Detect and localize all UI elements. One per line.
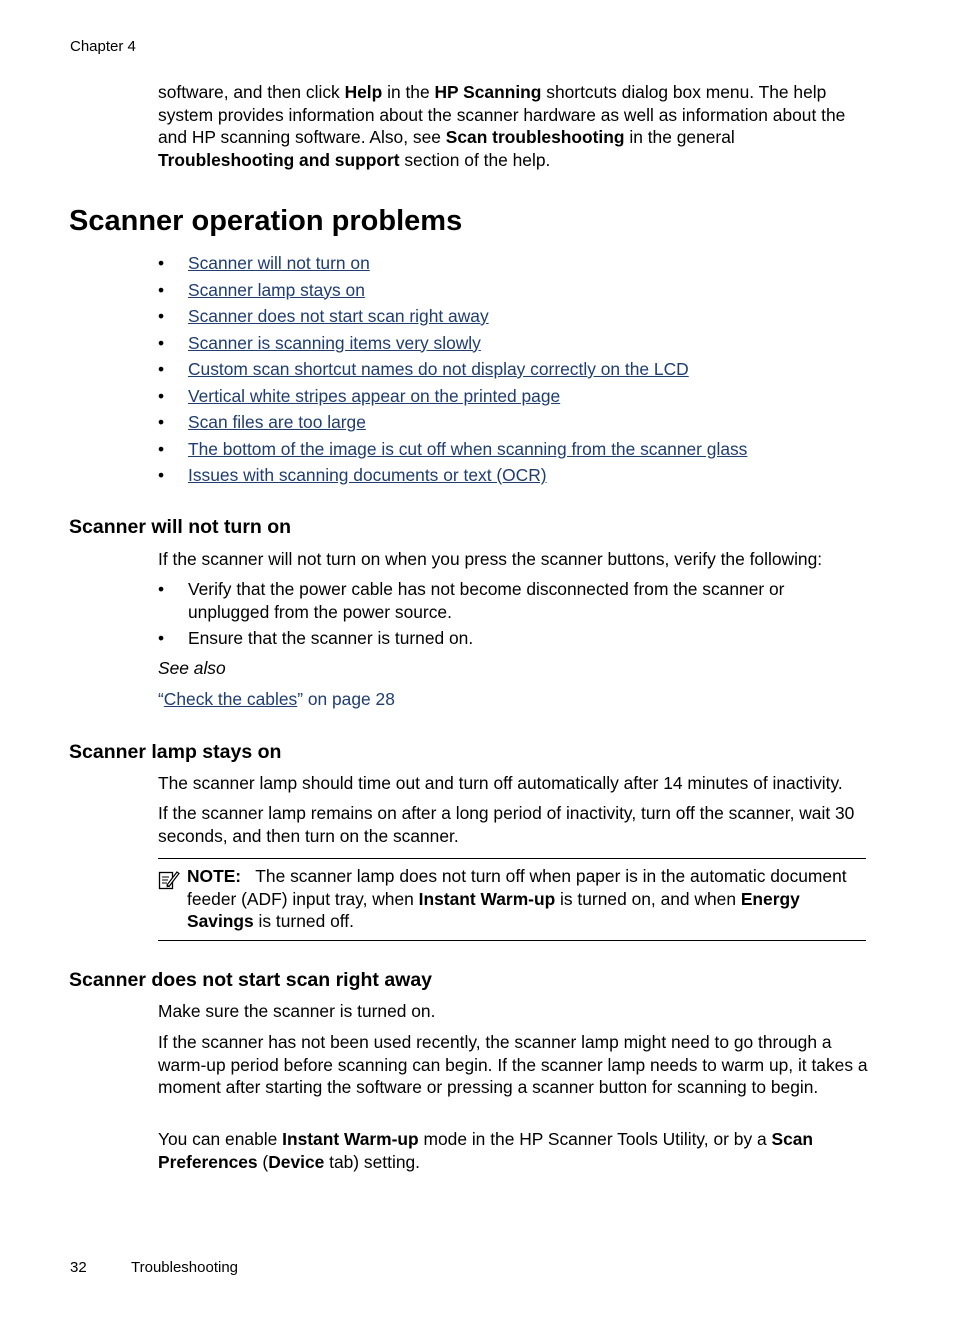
paragraph: The scanner lamp should time out and turn off automatically after 14 minutes of inactivity. [158, 773, 843, 793]
footer-section: Troubleshooting [131, 1259, 239, 1276]
intro-bold-troubleshooting-support: Troubleshooting and support [158, 149, 400, 170]
bullet-icon: • [158, 579, 165, 599]
paragraph-text: tab) setting. [324, 1151, 420, 1172]
section-heading-will-not-turn-on: Scanner will not turn on [69, 516, 292, 538]
cross-reference [158, 688, 868, 711]
toc-link[interactable]: Custom scan shortcut names do not display correctly on the LCD [188, 359, 689, 379]
paragraph: If the scanner has not been used recently, the scanner lamp might need to go through a warm-up period before scanning can begin. If the scanner lamp needs to warm up, it takes a moment after starting the software or pressing a scanner button for scanning to begin. [158, 1032, 868, 1097]
paragraph-text: You can enable [158, 1129, 283, 1149]
toc-link[interactable]: Scanner does not start scan right away [188, 306, 489, 326]
intro-text: software, and then click [158, 82, 345, 102]
list-item-text: Ensure that the scanner is turned on. [188, 628, 474, 648]
paragraph: If the scanner lamp remains on after a long period of inactivity, turn off the scanner, wait 30 seconds, and then turn on the scanner. [158, 803, 855, 846]
toc-link[interactable]: Scanner lamp stays on [188, 279, 365, 300]
section-heading-lamp-stays-on: Scanner lamp stays on [69, 741, 282, 763]
list-item-text: Verify that the power cable has not become disconnected from the scanner or unplugged from the power source. [188, 579, 785, 622]
note-bold-energy-savings: Energy Savings [187, 888, 800, 931]
bullet-icon: • [158, 465, 165, 485]
bold-instant-warmup: Instant Warm-up [282, 1129, 419, 1149]
note-text [187, 865, 867, 933]
intro-text: in the [382, 82, 435, 102]
note-pencil-icon [158, 869, 180, 891]
list-item [158, 578, 868, 623]
bold-device: Device [268, 1151, 325, 1172]
page-number: 32 [70, 1259, 87, 1276]
see-also-label: See also [158, 658, 226, 678]
intro-paragraph [158, 81, 868, 171]
check-cables-link[interactable]: Check the cables [163, 689, 298, 709]
bullet-icon: • [158, 279, 165, 300]
toc-link[interactable]: Issues with scanning documents or text (OCR) [188, 465, 547, 485]
intro-text: in the general [624, 127, 735, 147]
bullet-icon: • [158, 253, 165, 273]
intro-bold-scan-troubleshooting: Scan troubleshooting [445, 127, 625, 147]
intro-text: section of the help. [399, 149, 551, 170]
toc-link[interactable]: Scanner is scanning items very slowly [188, 332, 481, 353]
note-body: is turned on, and when [555, 888, 741, 909]
note-body: is turned off. [253, 911, 354, 931]
bullet-icon: • [158, 412, 165, 432]
page-title: Scanner operation problems [69, 205, 463, 237]
chapter-header: Chapter 4 [70, 38, 136, 55]
toc-link[interactable]: Vertical white stripes appear on the printed page [188, 385, 561, 406]
intro-text: shortcuts dialog box menu. The help system provides information about the scanner hardware as well as information about the and HP scanning software. Also, see [158, 82, 846, 147]
note-box [158, 858, 866, 941]
section-intro: If the scanner will not turn on when you press the scanner buttons, verify the following: [158, 549, 823, 569]
note-body: The scanner lamp does not turn off when paper is in the automatic document feeder (ADF) input tray, when [187, 866, 852, 909]
toc-link[interactable]: Scanner will not turn on [188, 253, 370, 273]
note-bold-instant-warmup: Instant Warm-up [418, 888, 556, 909]
section-heading-does-not-start: Scanner does not start scan right away [69, 969, 433, 991]
bullet-icon: • [158, 628, 165, 648]
xref-quote: “ [158, 689, 164, 709]
paragraph-text: mode in the HP Scanner Tools Utility, or by a [418, 1129, 772, 1149]
xref-page: ” on page 28 [297, 689, 395, 709]
bullet-icon: • [158, 438, 165, 459]
intro-bold-help: Help [344, 82, 383, 102]
bullet-icon: • [158, 306, 165, 326]
toc-link[interactable]: Scan files are too large [188, 412, 366, 432]
bullet-icon: • [158, 359, 165, 379]
intro-bold-hp-scanning: HP Scanning [434, 82, 542, 102]
list-item [158, 627, 868, 650]
paragraph [158, 1128, 868, 1173]
toc-link[interactable]: The bottom of the image is cut off when scanning from the scanner glass [188, 438, 748, 459]
note-label: NOTE: [187, 866, 242, 886]
bullet-icon: • [158, 385, 165, 406]
paragraph: Make sure the scanner is turned on. [158, 1001, 436, 1021]
check-list [158, 578, 868, 654]
paragraph-text: ( [257, 1151, 269, 1172]
bullet-icon: • [158, 332, 165, 353]
bold-scan-preferences: Scan Preferences [158, 1129, 814, 1172]
